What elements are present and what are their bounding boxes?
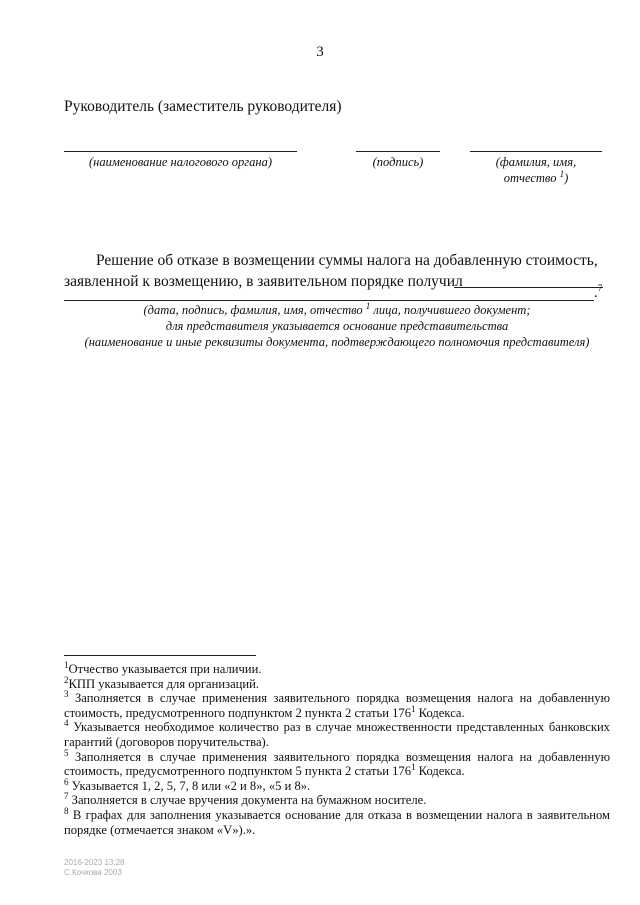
decision-line1: Решение об отказе в возмещении суммы налога на добавленную стоимость,: [96, 252, 598, 269]
footnotes: [64, 659, 610, 837]
footnote-7: $^7$ Заполняется в случае вручения документа на бумажном носителе.: [64, 791, 427, 808]
authority-line: [64, 151, 297, 152]
name-caption-sup: 1: [559, 168, 565, 179]
footer-stamp-line2: С.Кочкова 2003: [64, 868, 122, 877]
receiver-inline-line: [454, 287, 603, 288]
signature-line: [356, 151, 440, 152]
footnote-6: $^6$ Указывается 1, 2, 5, 7, 8 или «2 и 8», «5 и 8».: [64, 776, 311, 793]
receiver-end-mark: .$^7$: [594, 283, 603, 301]
decision-paragraph: [64, 250, 610, 292]
footnote-4: $^4$ Указывается необходимое количество раз в случае множественности представленных банковских гарантий (договоров поручительства).: [64, 718, 610, 749]
name-caption-line2: отчество $^1$): [503, 168, 569, 185]
footnote-5: $^5$ Заполняется в случае применения заявительного порядка возмещения налога на добавленную стоимость, предусмотренного подпунктом 5 пункта 2 статьи $176^1$ Кодекса.: [64, 747, 610, 779]
footer-stamp: [64, 858, 125, 878]
name-line: [470, 151, 602, 152]
footnote-3: $^3$ Заполняется в случае применения заявительного порядка возмещения налога на добавленную стоимость, предусмотренного подпунктом 2 пункта 2 статьи $176^1$ Кодекса.: [64, 689, 610, 720]
signature-caption: (подпись): [372, 155, 424, 169]
head-title: Руководитель (заместитель руководителя): [64, 98, 342, 115]
receiver-caption-1: (дата, подпись, фамилия, имя, отчество $^1$ лица, получившего документ;: [143, 300, 531, 317]
footer-stamp-line1: 2016-2023 13:28: [64, 858, 125, 867]
name-caption-line1: (фамилия, имя,: [495, 155, 577, 169]
footnote-separator: [64, 655, 256, 656]
footnote-1: $^1$Отчество указывается при наличии.: [64, 659, 262, 676]
footnote-2: $^2$КПП указывается для организаций.: [64, 674, 260, 691]
receiver-full-line: [64, 300, 594, 301]
receiver-caption-2: для представителя указывается основание представительства: [165, 319, 509, 333]
page-number: 3: [316, 44, 324, 60]
footnote-8: $^8$ В графах для заполнения указывается основание для отказа в возмещении налога в заявительном порядке (отмечается знаком «V»).».: [64, 805, 610, 837]
receiver-caption-3: (наименование и иные реквизиты документа, подтверждающего полномочия представителя): [84, 335, 590, 349]
decision-line2: заявленной к возмещению, в заявительном порядке получил: [64, 273, 463, 290]
authority-caption: (наименование налогового органа): [89, 155, 272, 169]
name-caption: [470, 154, 602, 186]
